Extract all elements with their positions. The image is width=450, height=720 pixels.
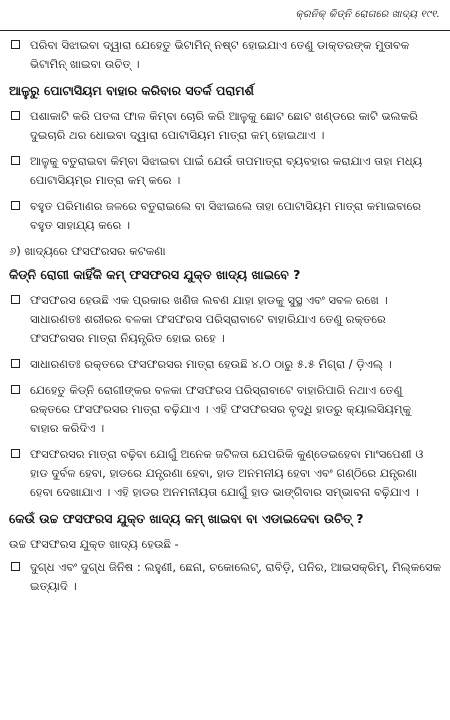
section-heading: କେଉଁ ଉଚ୍ଚ ଫସଫରସ ଯୁକ୍ତ ଖାଦ୍ୟ କମ୍ ଖାଇବା ବା ଏଡାଇଦେବା ଉଚିତ୍ ?: [9, 511, 364, 526]
checkbox-bullet-icon: [11, 201, 20, 210]
list-item: [9, 445, 441, 502]
list-item: [9, 381, 441, 438]
checkbox-bullet-icon: [11, 359, 20, 368]
list-item-text: ପରିବା ସିଝାଇବା ଦ୍ୱାରା ଯେହେତୁ ଭିଟାମିନ୍ ନଷ୍ଟ ହୋଇଯାଏ ତେଣୁ ଡାକ୍ତରଙ୍କ ମୁତାବକ ଭିଟାମିନ୍ ଖାଇବା ଉଚିତ୍ ।: [30, 38, 410, 71]
checkbox-bullet-icon: [11, 295, 20, 304]
running-title: କ୍ରନିକ୍ କିଡ୍ନି ରୋଗରେ ଖାଦ୍ୟ ୧୯୧.: [295, 9, 440, 20]
list-item: [9, 558, 441, 596]
list-item: [9, 355, 441, 374]
list-item: [9, 197, 441, 235]
list-item: [9, 152, 441, 190]
page-header: [0, 0, 450, 31]
checkbox-bullet-icon: [11, 40, 20, 49]
section-heading: ଆଳୁରୁ ପୋଟାସିୟମ ବାହାର କରିବାର ସତର୍କ ପରାମର୍ଶ: [9, 83, 254, 98]
checkbox-bullet-icon: [11, 156, 20, 165]
list-item: [9, 291, 441, 348]
list-item-text: ବହୁତ ପରିମାଣର ଜଳରେ ବତୁରାଇଲେ ବା ସିଝାଇଲେ ତାହା ପୋଟାସିୟମ ମାତ୍ରା କମାଇବାରେ ବହୁତ ସାହାଯ୍ୟ କରେ ।: [30, 199, 422, 232]
list-item-text: ଦୁଗ୍ଧ ଏବଂ ଦୁଗ୍ଧ ଜିନିଷ : ଲହୁଣୀ, ଛେନା, ଚକୋଲେଟ୍, ରାବିଡ଼ି, ପନିର, ଆଇସକ୍ରିମ୍, ମିଲ୍କସେକ ଇତ୍ୟାଦି ।: [30, 560, 441, 593]
list-item-text: ଫସଫରସ ହେଉଛି ଏକ ପ୍ରକାର ଖଣିଜ ଲବଣ ଯାହା ହାଡକୁ ସୁସ୍ଥ ଏବଂ ସବଳ ରଖେ । ସାଧାରଣତଃ ଶରୀରର ବଳକା ଫସଫରସ ପରିସ୍ରାବାଟେ ବାହାରିଯାଏ ତେଣୁ ରକ୍ତରେ ଫସଫରସର ମାତ୍ରା ନିୟନ୍ତ୍ରିତ ହୋଇ ରହେ ।: [30, 293, 388, 345]
checkbox-bullet-icon: [11, 385, 20, 394]
checkbox-bullet-icon: [11, 111, 20, 120]
list-item-text: ଯେହେତୁ କିଡ୍ନି ରୋଗୀଙ୍କର ବଳକା ଫସଫରସ ପରିସ୍ରାବାଟେ ବାହାରିପାରି ନଥାଏ ତେଣୁ ରକ୍ତରେ ଫସଫରସର ମାତ୍ରା ବଢ଼ିଯାଏ । ଏହି ଫସଫରସର ବୃଦ୍ଧି ହାଡରୁ କ୍ୟାଲସିୟମ୍‌କୁ ବାହାର କରିଦିଏ ।: [30, 383, 411, 435]
list-item: [9, 107, 441, 145]
list-item-text: ପଶାକାଟି କରି ପତଳା ଫାଳ କିମ୍ବା ଚୋରି କରି ଆଳୁକୁ ଛୋଟ ଛୋଟ ଖଣ୍ଡରେ କାଟି ଭଲକରି ଦୁଇଚାରି ଥର ଧୋଇବା ଦ୍ୱାରା ପୋଟାସିୟମ ମାତ୍ରା କମ୍ ହୋଇଥାଏ ।: [30, 109, 418, 142]
paragraph-text: ଉଚ୍ଚ ଫସଫରସ ଯୁକ୍ତ ଖାଦ୍ୟ ହେଉଛି -: [9, 537, 179, 551]
list-item-text: ଆଳୁକୁ ବତୁରାଇବା କିମ୍ବା ସିଝାଇବା ପାଇଁ ଯେଉଁ ତାପମାତ୍ରା ବ୍ୟବହାର କରାଯାଏ ତାହା ମଧ୍ୟ ପୋଟାସିୟମ୍‌ର ମାତ୍ରା କମ୍ କରେ ।: [30, 154, 423, 187]
checkbox-bullet-icon: [11, 449, 20, 458]
list-item-text: ଫସଫରସର ମାତ୍ରା ବଢ଼ିବା ଯୋଗୁଁ ଅନେକ ଜଟିଳତା ଯେପରିକି କୁଣ୍ଡେଇହେବା ମାଂସପେଶୀ ଓ ହାଡ ଦୁର୍ବଳ ହେବା, ହାଡରେ ଯନ୍ତ୍ରଣା ହେବା, ହାଡ ଅନମନୀୟ ହେବା ଏବଂ ଗଣ୍ଠିରେ ଯନ୍ତ୍ରଣା ହେବା ଦେଖାଯାଏ । ଏହି ହାଡର ଅନମନୀୟତା ଯୋଗୁଁ ହାଡ ଭାଙ୍ଗିବାର ସମ୍ଭାବନା ବଢ଼ିଯାଏ ।: [30, 447, 424, 499]
section-number-title: ୬) ଖାଦ୍ୟରେ ଫସଫରସର କଟକଣା: [9, 244, 166, 258]
list-item-text: ସାଧାରଣତଃ ରକ୍ତରେ ଫସଫରସର ମାତ୍ରା ହେଉଛି ୪.୦ ଠାରୁ ୫.୫ ମିଗ୍ରା / ଡ଼ିଏଲ୍ ।: [30, 357, 392, 371]
checkbox-bullet-icon: [11, 562, 20, 571]
page-body: [9, 36, 441, 603]
section-heading: କିଡ୍ନି ରୋଗୀ କାହିଁକି କମ୍ ଫସଫରସ ଯୁକ୍ତ ଖାଦ୍ୟ ଖାଇବେ ?: [9, 267, 301, 282]
list-item: [9, 36, 441, 74]
